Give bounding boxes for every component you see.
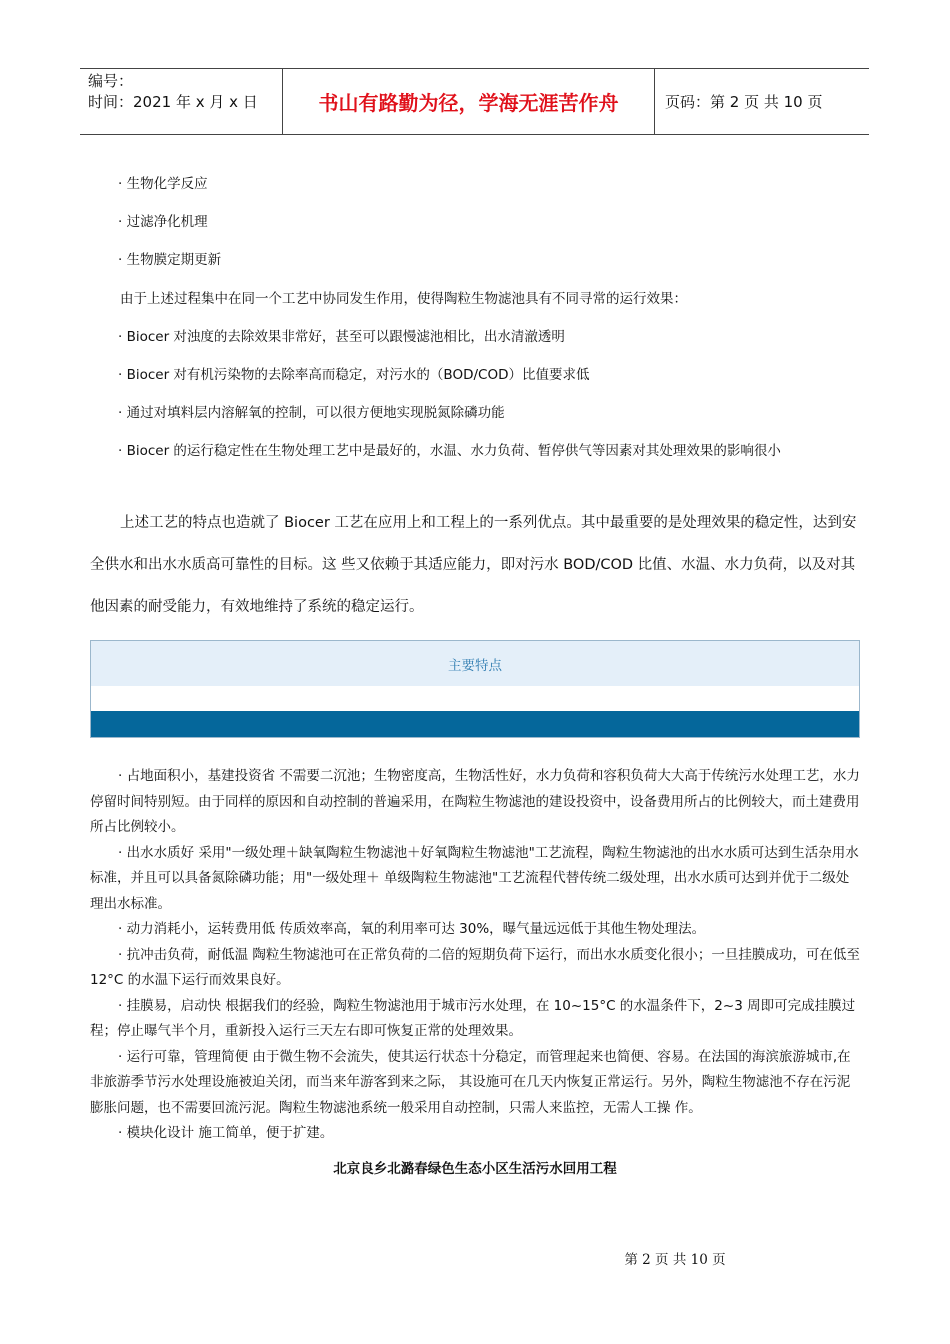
effect-item: · Biocer 对浊度的去除效果非常好，甚至可以跟慢滤池相比，出水清澈透明 [118, 329, 565, 345]
effect-item: · Biocer 的运行稳定性在生物处理工艺中是最好的，水温、水力负荷、暂停供气等因素对其处理效果的影响很小 [118, 443, 781, 459]
feature-item: · 抗冲击负荷，耐低温 陶粒生物滤池可在正常负荷的二倍的短期负荷下运行，而出水水质变化很小；一旦挂膜成功，可在低至 12°C 的水温下运行而效果良好。 [90, 946, 860, 988]
feature-item: · 占地面积小，基建投资省 不需要二沉池；生物密度高，生物活性好，水力负荷和容积负荷大大高于传统污水处理工艺，水力停留时间特别短。由于同样的原因和自动控制的普遍采用，在陶粒生物滤池的建设投资中，设备费用所占的比例较大，而土建费用所占比例较小。 [90, 768, 860, 835]
document-date: 时间：2021 年 x 月 x 日 [88, 93, 258, 111]
bullet-item: · 过滤净化机理 [118, 214, 208, 230]
effect-item: · 通过对填料层内溶解氧的控制，可以很方便地实现脱氮除磷功能 [118, 405, 505, 421]
feature-item: · 出水水质好 采用"一级处理＋缺氧陶粒生物滤池＋好氧陶粒生物滤池"工艺流程，陶粒生物滤池的出水水质可达到生活杂用水标准，并且可以具备氮除磷功能；用"一级处理＋ 单级陶粒生物滤池"工艺流程代替传统二级处理，出水水质可达到并优于二级处理出水标准。 [90, 844, 859, 912]
feature-item: · 模块化设计 施工简单，便于扩建。 [118, 1125, 334, 1141]
page-footer: 第 2 页 共 10 页 [624, 1252, 726, 1268]
bullet-item: · 生物膜定期更新 [118, 252, 222, 268]
features-list [90, 764, 862, 1147]
project-caption: 北京良乡北潞春绿色生态小区生活污水回用工程 [333, 1161, 617, 1177]
features-banner [90, 640, 860, 738]
feature-item: · 运行可靠，管理简便 由于微生物不会流失，使其运行状态十分稳定，而管理起来也简便、容易。在法国的海滨旅游城市,在非旅游季节污水处理设施被迫关闭，而当来年游客到来之际， 其设施可在几天内恢复正常运行。另外，陶粒生物滤池不存在污泥膨胀问题，也不需要回流污泥。陶粒生物滤池系统一般采用自动控制，只需人来监控，无需人工操 作。 [90, 1048, 851, 1116]
banner-title: 主要特点 [91, 641, 859, 686]
feature-item: · 动力消耗小，运转费用低 传质效率高，氧的利用率可达 30%，曝气量远远低于其他生物处理法。 [118, 921, 706, 937]
header-meta [80, 69, 282, 134]
page-header [80, 68, 869, 135]
intro-line: 由于上述过程集中在同一个工艺中协同发生作用，使得陶粒生物滤池具有不同寻常的运行效果： [120, 291, 687, 307]
effect-item: · Biocer 对有机污染物的去除率高而稳定，对污水的（BOD/COD）比值要求低 [118, 367, 590, 383]
banner-bar [91, 711, 859, 737]
feature-item: · 挂膜易，启动快 根据我们的经验，陶粒生物滤池用于城市污水处理，在 10~15°C 的水温条件下，2~3 周即可完成挂膜过程；停止曝气半个月，重新投入运行三天左右即可恢复正常的处理效果。 [90, 997, 856, 1039]
document-number-label: 编号： [88, 72, 134, 90]
bullet-item: · 生物化学反应 [118, 176, 208, 192]
header-page-info: 页码：第 2 页 共 10 页 [665, 93, 823, 111]
banner-spacer [91, 686, 859, 712]
summary-paragraph: 上述工艺的特点也造就了 Biocer 工艺在应用上和工程上的一系列优点。其中最重要的是处理效果的稳定性，达到安全供水和出水水质高可靠性的目标。这 些又依赖于其适应能力，即对污水 BOD/COD 比值、水温、水力负荷，以及对其他因素的耐受能力，有效地维持了系统的稳定运行。 [90, 515, 857, 615]
header-motto: 书山有路勤为径，学海无涯苦作舟 [282, 69, 655, 134]
